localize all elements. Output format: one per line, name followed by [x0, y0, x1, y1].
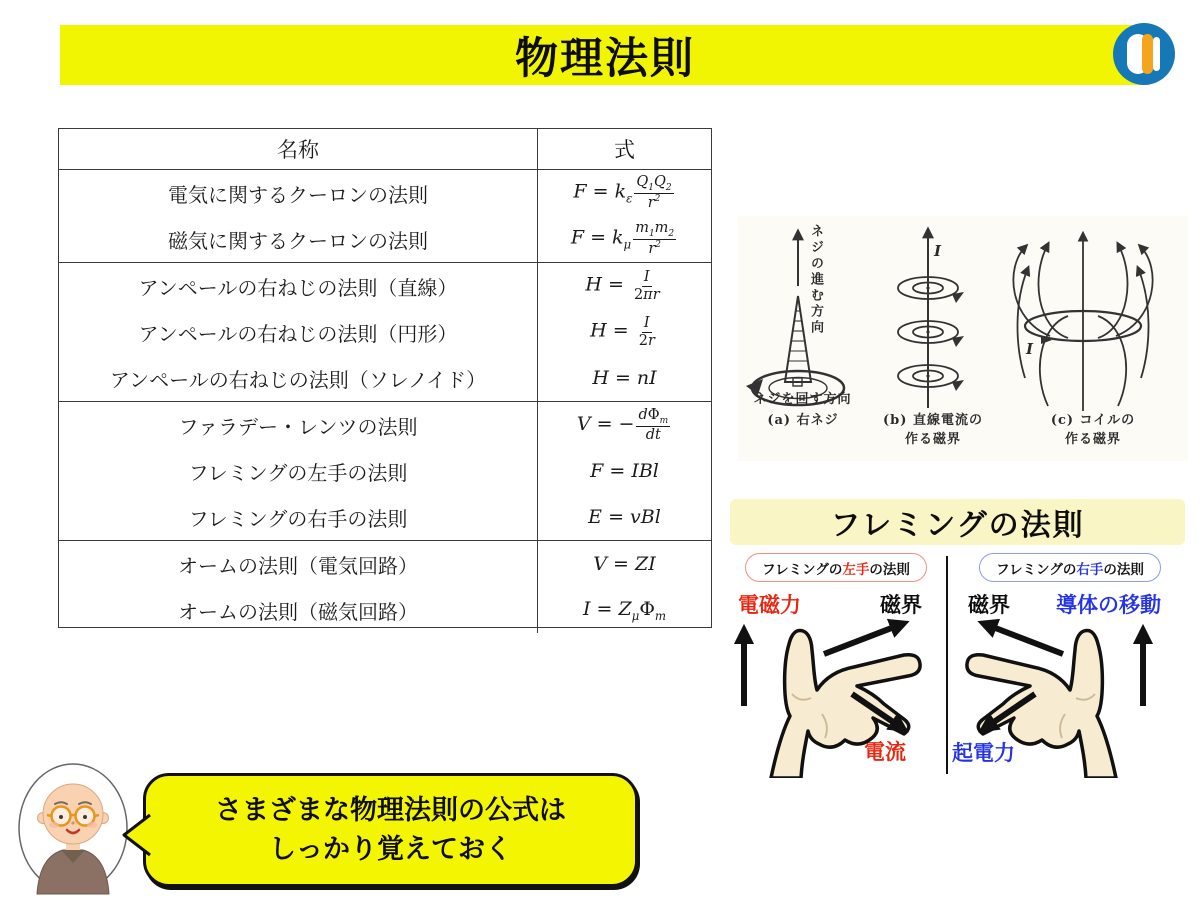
title-banner	[60, 25, 1150, 85]
law-name-cell: アンペールの右ねじの法則（直線）	[59, 263, 538, 309]
label-magnetic-field-right: 磁界	[968, 594, 1010, 617]
magnetic-field-diagrams	[738, 216, 1188, 461]
table-row	[59, 540, 711, 587]
law-name-cell: ファラデー・レンツの法則	[59, 402, 538, 448]
label-conductor-motion: 導体の移動	[1056, 594, 1161, 617]
table-header-row	[59, 129, 711, 169]
speech-bubble-tail	[121, 812, 151, 858]
speech-line1: さまざまな物理法則の公式は	[215, 794, 566, 825]
table-row	[59, 494, 711, 540]
table-row	[59, 216, 711, 262]
law-name-cell: アンペールの右ねじの法則（円形）	[59, 309, 538, 355]
law-formula-cell: H = $\frac{I}{2r}$	[590, 315, 655, 349]
table-body	[59, 169, 711, 633]
label-emf: 起電力	[952, 742, 1015, 765]
diagram-b-current-label: I	[934, 242, 943, 260]
diagram-a-caption: (a) 右ネジ	[767, 413, 839, 428]
right-hand-illustration	[946, 606, 1161, 778]
teacher-avatar	[17, 762, 129, 895]
pill-highlight: 左手	[842, 561, 870, 577]
diagram-b-caption-line1: (b) 直線電流の	[883, 413, 983, 428]
law-formula-cell: H = nI	[592, 367, 657, 389]
fleming-banner-title: フレミングの法則	[830, 509, 1085, 542]
table-row	[59, 309, 711, 355]
label-electromagnetic-force: 電磁力	[738, 594, 801, 617]
diagram-a-bottom-label: ネジを回す方向	[753, 392, 852, 407]
speech-bubble	[143, 773, 638, 887]
pill-text: の法則	[1103, 561, 1144, 577]
law-formula-cell: $F = k_\varepsilon$ $\frac{Q_1Q_2}{r^2}$	[573, 174, 672, 212]
table-row	[59, 448, 711, 494]
diagram-c-current-label: I	[1026, 340, 1035, 358]
brand-logo-icon	[1112, 22, 1176, 86]
table-row	[59, 587, 711, 633]
left-hand-illustration	[726, 606, 941, 778]
fleming-left-hand-pill	[745, 553, 927, 582]
law-formula-cell: $I = Z_\mu\Phi_m$	[582, 597, 667, 623]
law-formula-cell: V = − $\frac{d\Phi_m}{dt}$	[576, 406, 669, 443]
page-title: 物理法則	[515, 34, 695, 83]
pill-text: フレミングの	[762, 561, 843, 577]
speech-line2: しっかり覚えておく	[269, 834, 512, 864]
law-formula-cell: $F = k_\mu$ $\frac{m_1m_2}{r^2}$	[570, 220, 675, 258]
table-row	[59, 262, 711, 309]
table-row	[59, 401, 711, 448]
law-formula-cell: H = $\frac{I}{2\pi r}$	[585, 269, 660, 303]
table-row	[59, 169, 711, 216]
label-current: 電流	[864, 741, 906, 764]
law-name-cell: 電気に関するクーロンの法則	[59, 170, 538, 216]
fleming-right-hand-pill	[979, 553, 1161, 582]
law-name-cell: オームの法則（電気回路）	[59, 541, 538, 587]
pill-text: の法則	[869, 561, 910, 577]
header-formula: 式	[614, 139, 635, 162]
diagram-c-caption-line1: (c) コイルの	[1050, 413, 1136, 428]
header-name: 名称	[59, 129, 538, 169]
pill-text: フレミングの	[996, 561, 1077, 577]
law-formula-cell: E = vBl	[588, 506, 661, 528]
law-formula-cell: V = ZI	[593, 553, 656, 575]
law-name-cell: アンペールの右ねじの法則（ソレノイド）	[59, 355, 538, 401]
diagram-b-caption-line2: 作る磁界	[904, 431, 961, 447]
physics-law-table	[58, 128, 712, 628]
law-formula-cell: F = IBl	[590, 460, 659, 482]
diagram-c-caption-line2: 作る磁界	[1064, 431, 1121, 447]
diagram-a-top-label: ネジの進む方向	[808, 224, 823, 336]
law-name-cell: フレミングの右手の法則	[59, 494, 538, 540]
label-magnetic-field-left: 磁界	[880, 594, 922, 617]
law-name-cell: 磁気に関するクーロンの法則	[59, 216, 538, 262]
fleming-section-banner	[730, 499, 1185, 545]
law-name-cell: オームの法則（磁気回路）	[59, 587, 538, 633]
law-name-cell: フレミングの左手の法則	[59, 448, 538, 494]
pill-highlight: 右手	[1076, 561, 1104, 577]
table-row	[59, 355, 711, 401]
